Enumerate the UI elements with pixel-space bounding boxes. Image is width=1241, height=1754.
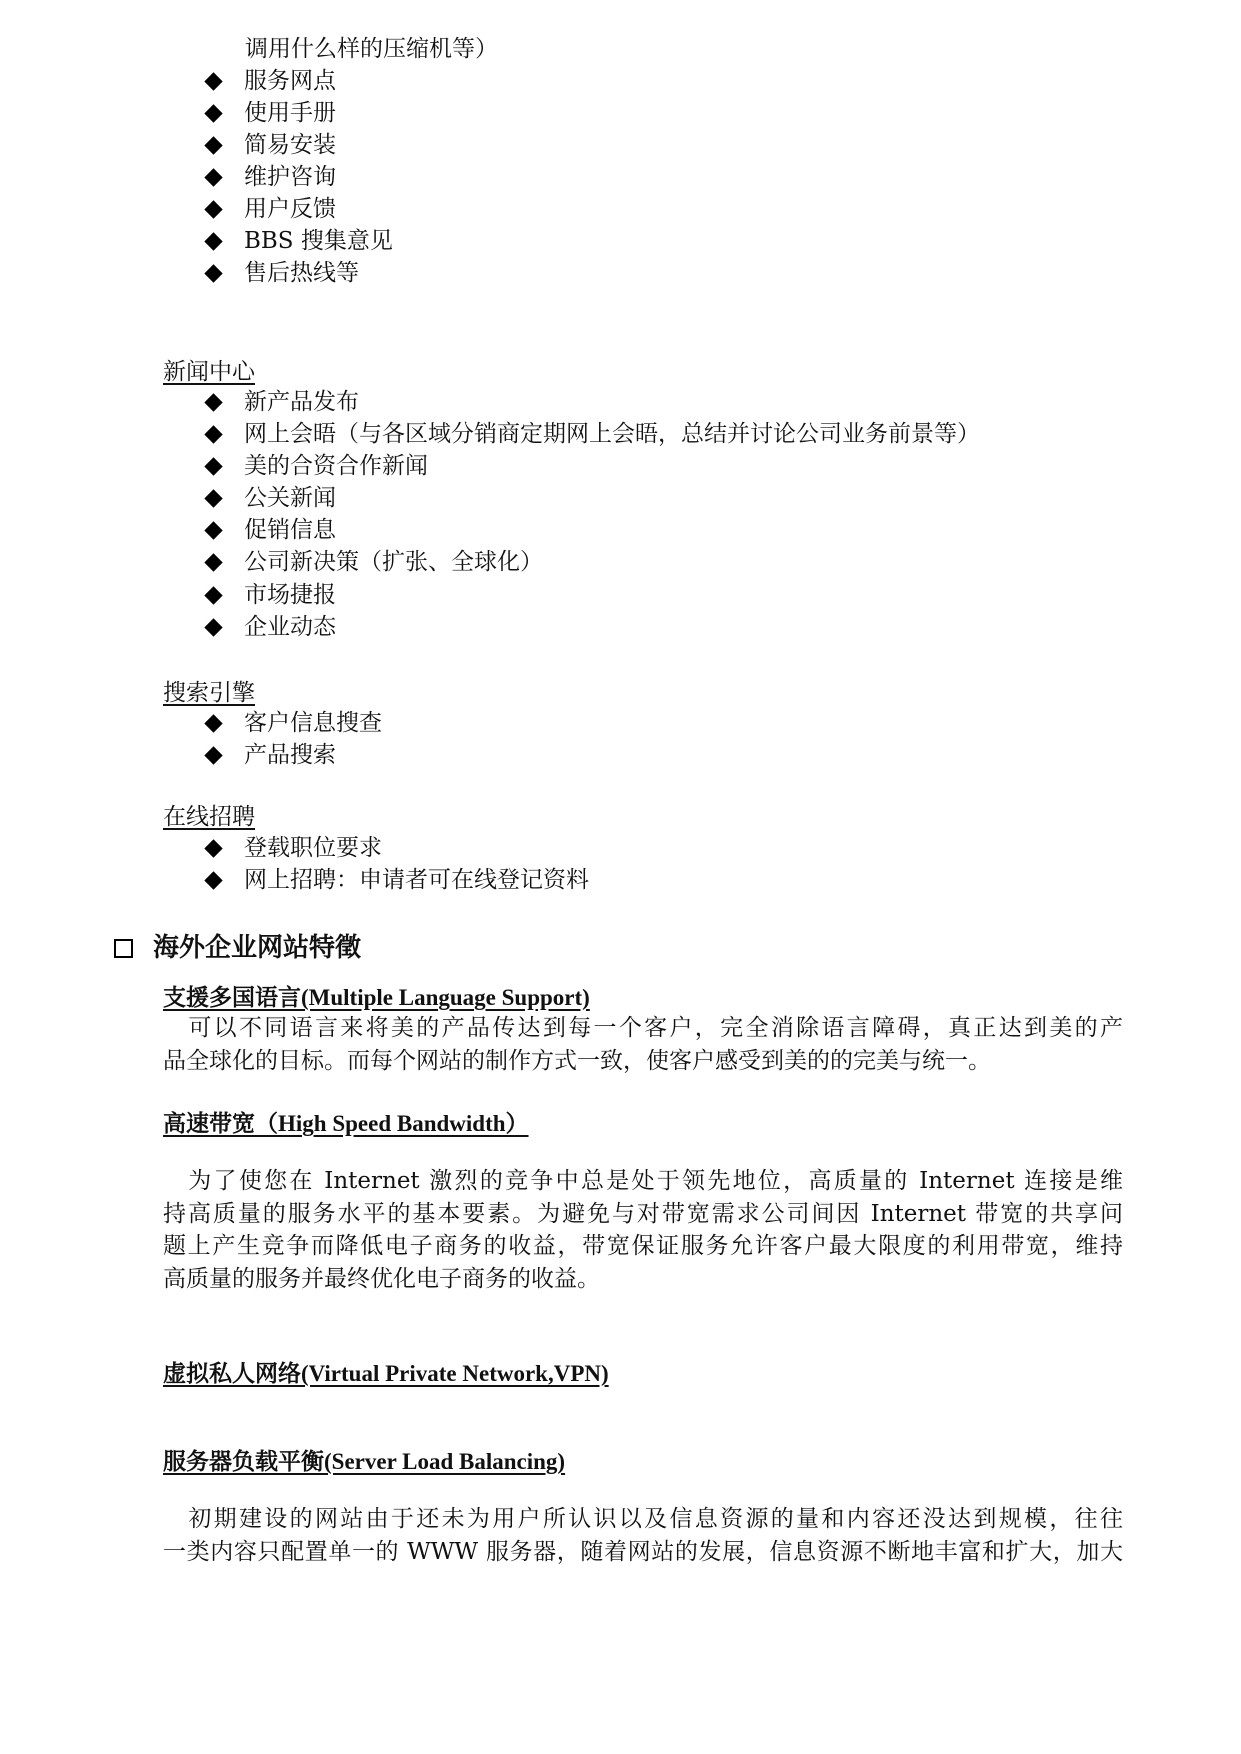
intro-line: 调用什么样的压缩机等） <box>245 36 498 62</box>
diamond-bullet-icon <box>204 104 222 122</box>
paragraph-language: 可以不同语言来将美的产品传达到每一个客户，完全消除语言障碍，真正达到美的产 品全球化的目标。而每个网站的制作方式一致，使客户感受到美的的完美与统一。 <box>163 1015 1123 1074</box>
list-item: 促销信息 <box>204 516 336 544</box>
list-item: 简易安装 <box>204 131 336 159</box>
section-title-news: 新闻中心 <box>163 359 255 385</box>
list-item: 企业动态 <box>204 613 336 641</box>
paragraph-bandwidth: 为了使您在 Internet 激烈的竞争中总是处于领先地位，高质量的 Internet 连接是维 持高质量的服务水平的基本要素。为避免与对带宽需求公司间因 Internet 带宽的共享问 题上产生竞争而降低电子商务的收益，带宽保证服务允许客户最大限度的利用带宽，维持 高质量的服务并最终优化电子商务的收益。 <box>163 1168 1123 1292</box>
diamond-bullet-icon <box>204 871 222 889</box>
diamond-bullet-icon <box>204 136 222 154</box>
checkbox-bullet-icon <box>114 939 133 958</box>
diamond-bullet-icon <box>204 618 222 636</box>
list-item: 公司新决策（扩张、全球化） <box>204 548 543 576</box>
section-heading-overseas <box>114 935 361 961</box>
diamond-bullet-icon <box>204 489 222 507</box>
diamond-bullet-icon <box>204 168 222 186</box>
subheading-bandwidth: 高速带宽（High Speed Bandwidth） <box>163 1111 529 1136</box>
list-item: 市场捷报 <box>204 581 336 609</box>
diamond-bullet-icon <box>204 586 222 604</box>
diamond-bullet-icon <box>204 746 222 764</box>
list-item: 美的合资合作新闻 <box>204 452 428 480</box>
section-heading-text: 海外企业网站特徵 <box>153 933 362 963</box>
list-item: 维护咨询 <box>204 163 336 191</box>
diamond-bullet-icon <box>204 839 222 857</box>
diamond-bullet-icon <box>204 553 222 571</box>
list-item: 用户反馈 <box>204 195 336 223</box>
diamond-bullet-icon <box>204 714 222 732</box>
subheading-language: 支援多国语言(Multiple Language Support) <box>163 985 590 1010</box>
diamond-bullet-icon <box>204 264 222 282</box>
list-item: 客户信息搜查 <box>204 709 382 737</box>
diamond-bullet-icon <box>204 72 222 90</box>
paragraph-slb: 初期建设的网站由于还未为用户所认识以及信息资源的量和内容还没达到规模，往往 一类内容只配置单一的 WWW 服务器，随着网站的发展，信息资源不断地丰富和扩大，加大 <box>163 1506 1123 1565</box>
list-item: 使用手册 <box>204 99 336 127</box>
diamond-bullet-icon <box>204 457 222 475</box>
list-item: 新产品发布 <box>204 388 359 416</box>
subheading-vpn: 虚拟私人网络(Virtual Private Network,VPN) <box>163 1361 609 1386</box>
diamond-bullet-icon <box>204 393 222 411</box>
list-item: 网上招聘：申请者可在线登记资料 <box>204 866 589 894</box>
subheading-slb: 服务器负载平衡(Server Load Balancing) <box>163 1449 566 1474</box>
diamond-bullet-icon <box>204 521 222 539</box>
section-title-recruit: 在线招聘 <box>163 804 255 830</box>
diamond-bullet-icon <box>204 425 222 443</box>
list-item: 售后热线等 <box>204 259 359 287</box>
section-title-search: 搜索引擎 <box>163 680 255 706</box>
diamond-bullet-icon <box>204 232 222 250</box>
diamond-bullet-icon <box>204 200 222 218</box>
list-item: 公关新闻 <box>204 484 336 512</box>
list-item: BBS 搜集意见 <box>204 227 393 255</box>
list-item: 网上会晤（与各区域分销商定期网上会晤，总结并讨论公司业务前景等） <box>204 420 980 448</box>
list-item: 产品搜索 <box>204 741 336 769</box>
list-item: 服务网点 <box>204 67 336 95</box>
list-item: 登载职位要求 <box>204 834 382 862</box>
